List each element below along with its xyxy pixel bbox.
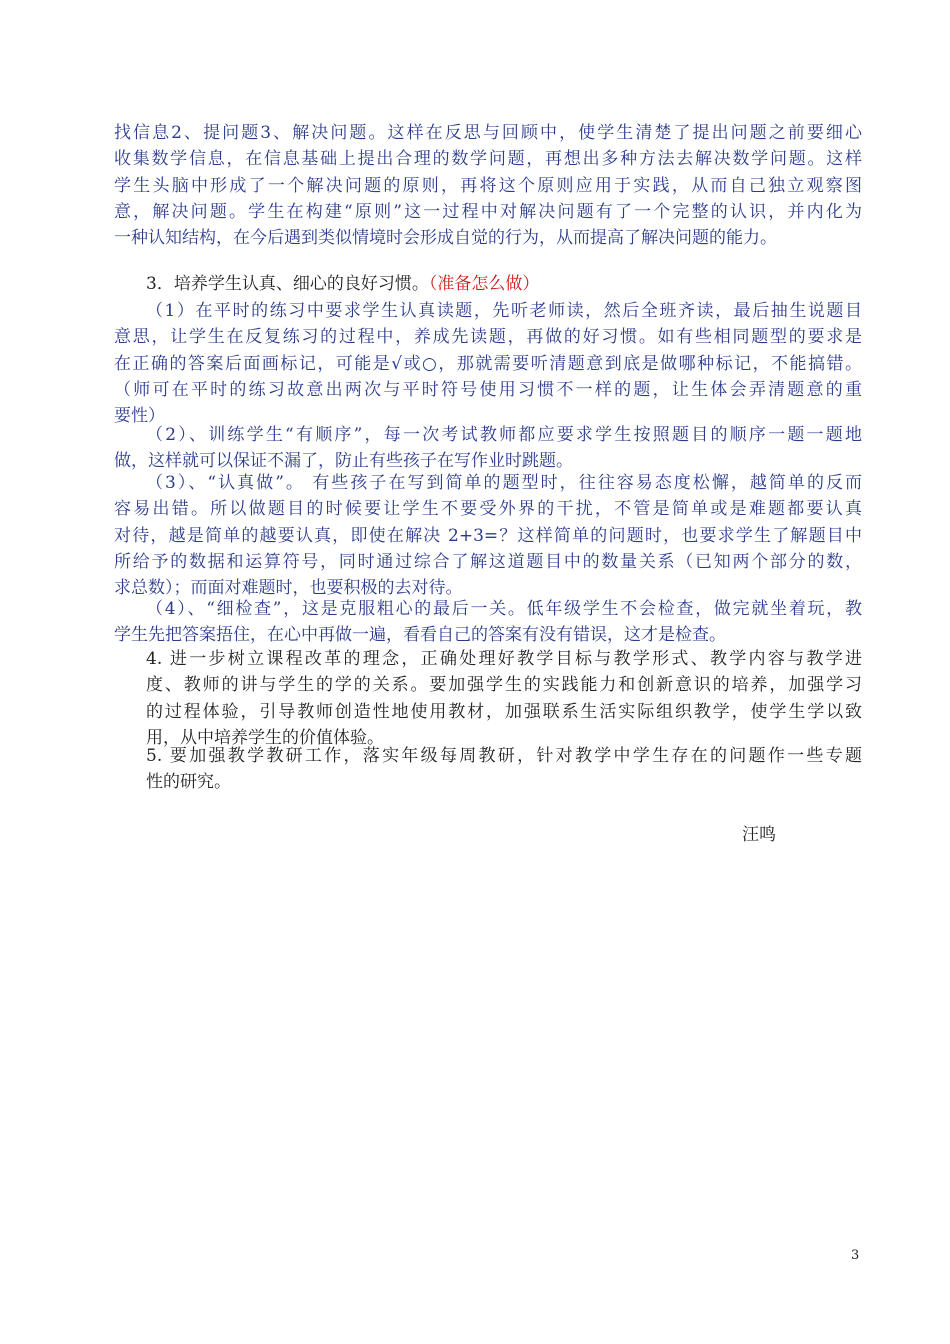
text-line: 做，这样就可以保证不漏了，防止有些孩子在写作业时跳题。	[114, 451, 573, 472]
paragraph-item-4	[114, 596, 862, 649]
text-line: 意，解决问题。学生在构建“原则”这一过程中对解决问题有了一个完整的认识，并内化为	[114, 201, 862, 222]
text-line: 找信息2、提问题3、解决问题。这样在反思与回顾中，使学生清楚了提出问题之前要细心	[114, 123, 862, 143]
text-line: （1）在平时的练习中要求学生认真读题，先听老师读，然后全班齐读，最后抽生说题目	[146, 301, 862, 321]
text-line: 一种认知结构，在今后遇到类似情境时会形成自觉的行为，从而提高了解决问题的能力。	[114, 228, 777, 249]
text-line: 5. 要加强教学教研工作，落实年级每周教研，针对教学中学生存在的问题作一些专题	[146, 746, 862, 766]
text-line: （3）、“认真做”。 有些孩子在写到简单的题型时，往往容易态度松懈，越简单的反而	[146, 473, 862, 493]
heading-note: （准备怎么做）	[428, 274, 540, 294]
text-line: 在正确的答案后面画标记，可能是√或○，那就需要听清题意到底是做哪种标记，不能搞错。	[114, 353, 862, 374]
paragraph-item-3	[114, 470, 862, 601]
text-line: 意思，让学生在反复练习的过程中，养成先读题，再做的好习惯。如有些相同题型的要求是	[114, 327, 862, 348]
text-line: （4）、“细检查”，这是克服粗心的最后一关。低年级学生不会检查，做完就坐着玩，教	[146, 599, 862, 619]
heading-text: 3．培养学生认真、细心的良好习惯。	[146, 274, 429, 294]
page-number: 3	[851, 1248, 860, 1263]
text-line: （师可在平时的练习故意出两次与平时符号使用习惯不一样的题，让生体会弄清题意的重	[114, 379, 862, 400]
section-3-heading	[146, 271, 862, 297]
text-line: 所给予的数据和运算符号，同时通过综合了解这道题目中的数量关系（已知两个部分的数，	[114, 551, 862, 572]
paragraph-item-1	[114, 298, 862, 429]
text-line: 用，从中培养学生的价值体验。	[146, 727, 384, 748]
text-line: 4. 进一步树立课程改革的理念，正确处理好教学目标与教学形式、教学内容与教学进	[146, 649, 862, 669]
text-line: 要性）	[114, 406, 165, 427]
text-line: 的过程体验，引导教师创造性地使用教材，加强联系生活实际组织教学，使学生学以致	[146, 701, 862, 722]
text-line: 对待，越是简单的越要认真，即使在解决 2+3=？这样简单的问题时，也要求学生了解题目中	[114, 525, 862, 546]
text-line: 度、教师的讲与学生的学的关系。要加强学生的实践能力和创新意识的培养，加强学习	[146, 675, 862, 696]
paragraph-section-5	[146, 743, 862, 796]
text-line: 容易出错。所以做题目的时候要让学生不要受外界的干扰，不管是简单或是难题都要认真	[114, 499, 862, 520]
text-line: 性的研究。	[146, 772, 231, 793]
author-signature: 汪鸣	[742, 825, 776, 845]
text-line: 收集数学信息，在信息基础上提出合理的数学问题，再想出多种方法去解决数学问题。这样	[114, 149, 862, 170]
text-line: 学生先把答案捂住，在心中再做一遍，看看自己的答案有没有错误，这才是检查。	[114, 625, 726, 646]
paragraph-section-4	[146, 646, 862, 751]
text-line: （2）、训练学生“有顺序”，每一次考试教师都应要求学生按照题目的顺序一题一题地	[146, 425, 862, 445]
text-line: 学生头脑中形成了一个解决问题的原则，再将这个原则应用于实践，从而自己独立观察图	[114, 175, 862, 196]
paragraph-item-2	[114, 422, 862, 475]
text-line: 求总数）；而面对难题时，也要积极的去对待。	[114, 578, 463, 599]
paragraph-problem-solving	[114, 120, 862, 251]
